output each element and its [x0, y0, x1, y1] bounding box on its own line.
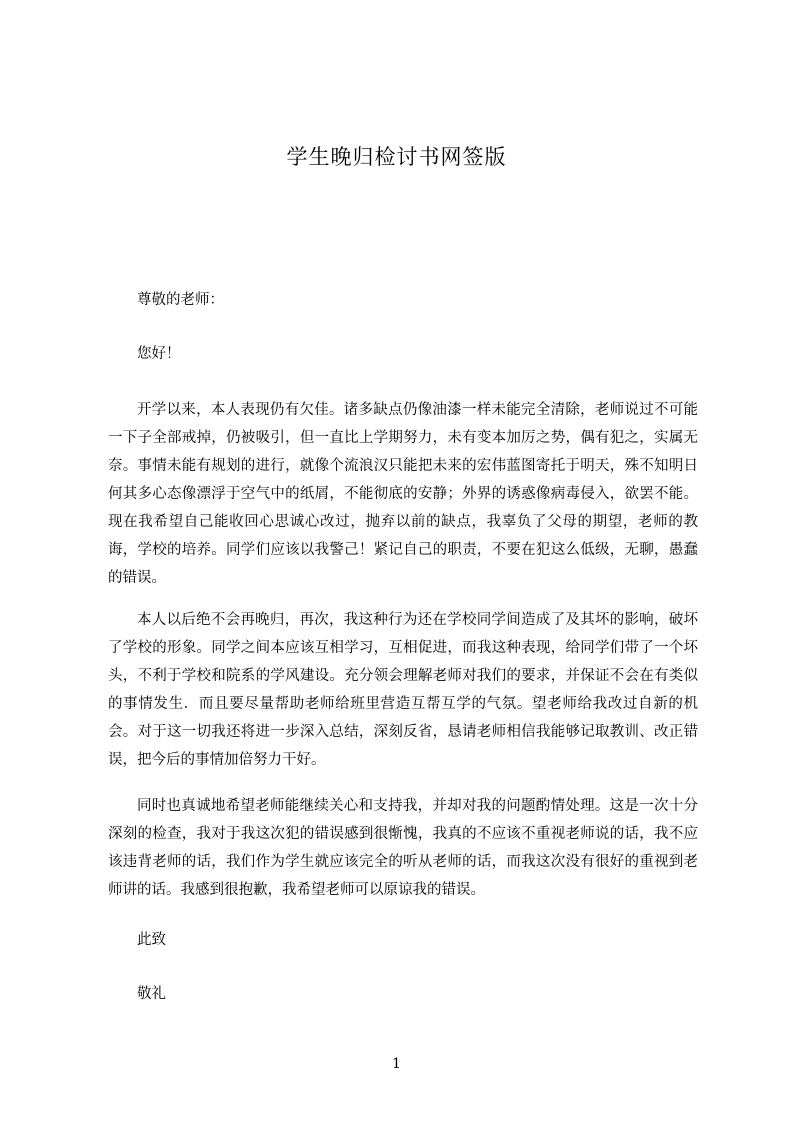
body-paragraph-1: 开学以来，本人表现仍有欠佳。诸多缺点仍像油漆一样未能完全清除，老师说过不可能一下子全部戒掉，仍被吸引，但一直比上学期努力，未有变本加厉之势，偶有犯之，实属无奈。事情未能有规划的进行，就像个流浪汉只能把未来的宏伟蓝图寄托于明天，殊不知明日何其多心态像漂浮于空气中的纸屑，不能彻底的安静；外界的诱惑像病毒侵入，欲罢不能。现在我希望自己能收回心思诚心改过，抛弃以前的缺点，我辜负了父母的期望，老师的教诲，学校的培养。同学们应该以我警己！紧记自己的职责，不要在犯这么低级，无聊，愚蠢的错误。 — [108, 402, 698, 586]
body-paragraph-3: 同时也真诚地希望老师能继续关心和支持我，并却对我的问题酌情处理。这是一次十分深刻的检查，我对于我这次犯的错误感到很惭愧，我真的不应该不重视老师说的话，我不应该违背老师的话，我们作为学生就应该完全的听从老师的话，而我这次没有很好的重视到老师讲的话。我感到很抱歉，我希望老师可以原谅我的错误。 — [108, 798, 698, 898]
closing-line-1: 此致 — [137, 932, 166, 948]
greeting: 您好！ — [137, 346, 181, 362]
salutation: 尊敬的老师： — [137, 292, 224, 308]
body-paragraph-2: 本人以后绝不会再晚归，再次，我这种行为还在学校同学间造成了及其坏的影响，破坏了学校的形象。同学之间本应该互相学习，互相促进，而我这种表现，给同学们带了一个坏头，不利于学校和院系的学风建设。充分领会理解老师对我们的要求，并保证不会在有类似的事情发生．而且要尽量帮助老师给班里营造互帮互学的气氛。望老师给我改过自新的机会。对于这一切我还将进一步深入总结，深刻反省，恳请老师相信我能够记取教训、改正错误，把今后的事情加倍努力干好。 — [108, 612, 698, 768]
closing-line-2: 敬礼 — [137, 986, 166, 1002]
page-number: 1 — [392, 1056, 401, 1072]
document-title: 学生晚归检讨书网签版 — [286, 145, 507, 169]
